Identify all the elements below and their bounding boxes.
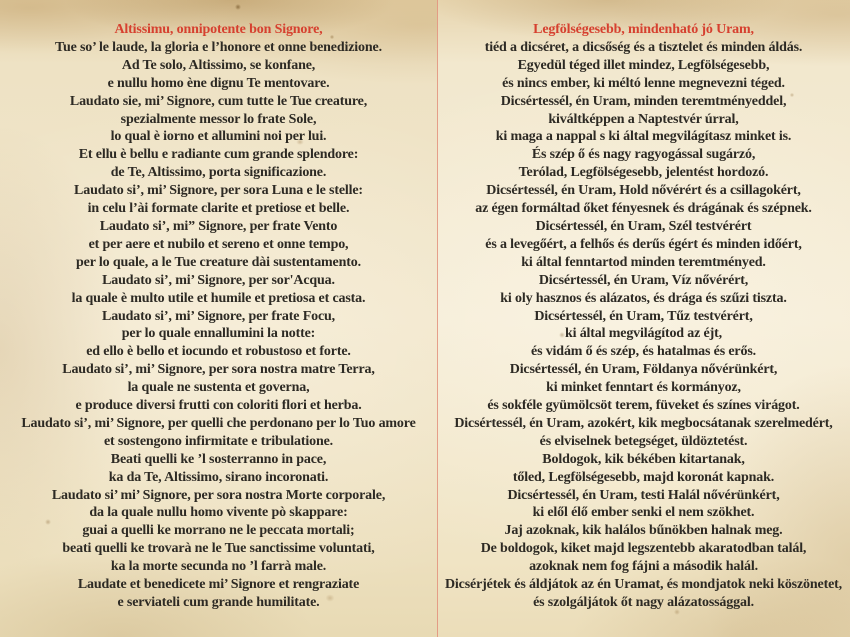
poem-line: Laudato si’, mi’ Signore, per sor'Acqua. [102, 272, 335, 288]
poem-line: guai a quelli ke morrano ne le peccata mortali; [82, 523, 355, 539]
poem-body-italian [0, 39, 437, 612]
poem-line: per lo quale ennallumini la notte: [121, 326, 316, 342]
poem-line: És szép ő és nagy ragyogással sugárzó, [531, 147, 756, 163]
poem-line: azoknak nem fog fájni a második halál. [529, 559, 758, 575]
poem-line: ka da Te, Altissimo, sirano incoronati. [108, 469, 329, 485]
poem-line: és a levegőért, a felhős és derűs égért és minden időért, [485, 236, 802, 252]
poem-line: e nullu homo ène dignu Te mentovare. [107, 75, 330, 91]
poem-line: Laudato si’, mi” Signore, per frate Vento [99, 218, 338, 234]
poem-line: ki oly hasznos és alázatos, és drága és szűzi tiszta. [500, 290, 787, 306]
poem-line: la quale ne sustenta et governa, [127, 380, 310, 396]
poem-italian [0, 21, 437, 612]
poem-line: Et ellu è bellu e radiante cum grande splendore: [78, 147, 359, 163]
poem-line: beati quelli ke trovarà ne le Tue sanctissime voluntati, [62, 541, 375, 557]
poem-line: Dicsértessél, én Uram, Szél testvérért [535, 218, 752, 234]
page-hungarian [437, 0, 850, 637]
poem-line: la quale è multo utile et humile et pretiosa et casta. [71, 290, 366, 306]
poem-line: et sostengono infirmitate e tribulatione. [103, 433, 334, 449]
poem-line: Dicsértessél, én Uram, testi Halál nővérünkért, [507, 487, 780, 503]
poem-line: ka la morte secunda no ’l farrà male. [110, 559, 327, 575]
poem-line: in celu l’ài formate clarite et pretiose et belle. [87, 201, 350, 217]
poem-line: Dicsértessél, én Uram, Hold nővérért és a csillagokért, [486, 183, 801, 199]
poem-line: Dicsértessél, én Uram, minden teremtményeddel, [500, 93, 787, 109]
poem-line: Dicsértessél, én Uram, Földanya nővérünkért, [509, 362, 778, 378]
poem-line: Laudate et benedicete mi’ Signore et rengraziate [77, 577, 360, 593]
poem-line: De boldogok, kiket majd legszentebb akaratodban talál, [480, 541, 807, 557]
poem-line: de Te, Altissimo, porta significazione. [110, 165, 327, 181]
poem-hungarian [437, 21, 850, 612]
poem-line: kiváltképpen a Naptestvér úrral, [548, 111, 739, 127]
poem-line: Boldogok, kik békében kitartanak, [542, 451, 745, 467]
poem-line: ki elől élő ember senki el nem szökhet. [532, 505, 755, 521]
poem-line: és szolgáljátok őt nagy alázatossággal. [533, 595, 754, 610]
poem-line: ed ello è bello et iocundo et robustoso et forte. [86, 344, 351, 360]
poem-line: Terólad, Legfölségesebb, jelentést hordozó. [518, 165, 769, 181]
poem-title-italian: Altissimu, onnipotente bon Signore, [114, 22, 323, 37]
poem-line: Laudato si’, mi’ Signore, per quelli che perdonano per lo Tuo amore [21, 415, 416, 431]
poem-line: Beati quelli ke ’l sosterranno in pace, [110, 451, 327, 467]
poem-line: lo qual è iorno et allumini noi per lui. [110, 129, 327, 145]
poem-line: Laudato sie, mi’ Signore, cum tutte le Tue creature, [69, 93, 368, 109]
poem-line: az égen formáltad őket fényesnek és drágának és szépnek. [475, 201, 812, 217]
poem-line: Dicsértessél, én Uram, azokért, kik megbocsátanak szerelmedért, [454, 415, 833, 431]
poem-line: Egyedül téged illet mindez, Legfölségesebb, [517, 57, 770, 73]
poem-line: Tue so’ le laude, la gloria e l’honore et onne benedizione. [55, 39, 382, 55]
poem-line: tőled, Legfölségesebb, majd koronát kapnak. [512, 469, 775, 485]
poem-line: Dicsértessél, én Uram, Tűz testvérért, [534, 308, 753, 324]
page-divider-line [437, 0, 438, 637]
poem-line: e produce diversi frutti con coloriti flori et herba. [75, 398, 362, 414]
poem-line: Dicsérjétek és áldjátok az én Uramat, és mondjatok neki köszönetet, [444, 577, 843, 593]
poem-line: et per aere et nubilo et sereno et onne tempo, [88, 236, 349, 252]
poem-line: ki által megvilágítod az éjt, [564, 326, 722, 342]
poem-line: Laudato si’, mi’ Signore, per sora nostra matre Terra, [62, 362, 375, 378]
poem-line: és sokféle gyümölcsöt terem, füveket és színes virágot. [487, 398, 800, 414]
poem-line: ki által fenntartod minden teremtményed. [521, 254, 766, 270]
poem-line: ki maga a nappal s ki által megvilágítasz minket is. [495, 129, 792, 145]
poem-line: e serviateli cum grande humilitate. [117, 595, 320, 610]
poem-line: ki minket fenntart és kormányoz, [546, 380, 741, 396]
poem-line: da la quale nullu homo vivente pò skappare: [89, 505, 348, 521]
poem-line: és elviselnek betegséget, üldöztetést. [539, 433, 748, 449]
poem-line: Jaj azoknak, kik halálos bűnökben halnak meg. [504, 523, 783, 539]
poem-line: Ad Te solo, Altissimo, se konfane, [121, 57, 316, 73]
poem-line: tiéd a dicséret, a dicsőség és a tisztelet és minden áldás. [484, 39, 803, 55]
poem-line: Dicsértessél, én Uram, Víz nővérért, [538, 272, 749, 288]
poem-line: Laudato si’ mi’ Signore, per sora nostra Morte corporale, [51, 487, 386, 503]
poem-line: Laudato si’, mi’ Signore, per frate Focu, [102, 308, 335, 324]
poem-body-hungarian [437, 39, 850, 612]
poem-line: és nincs ember, ki méltó lenne megnevezni téged. [502, 75, 785, 91]
poem-line: spezialmente messor lo frate Sole, [120, 111, 317, 127]
poem-line: per lo quale, a le Tue creature dài sustentamento. [76, 254, 361, 270]
poem-line: és vidám ő és szép, és hatalmas és erős. [531, 344, 756, 360]
poem-title-hungarian: Legfölségesebb, mindenható jó Uram, [533, 22, 754, 37]
poem-line: Laudato si’, mi’ Signore, per sora Luna e le stelle: [74, 183, 363, 199]
